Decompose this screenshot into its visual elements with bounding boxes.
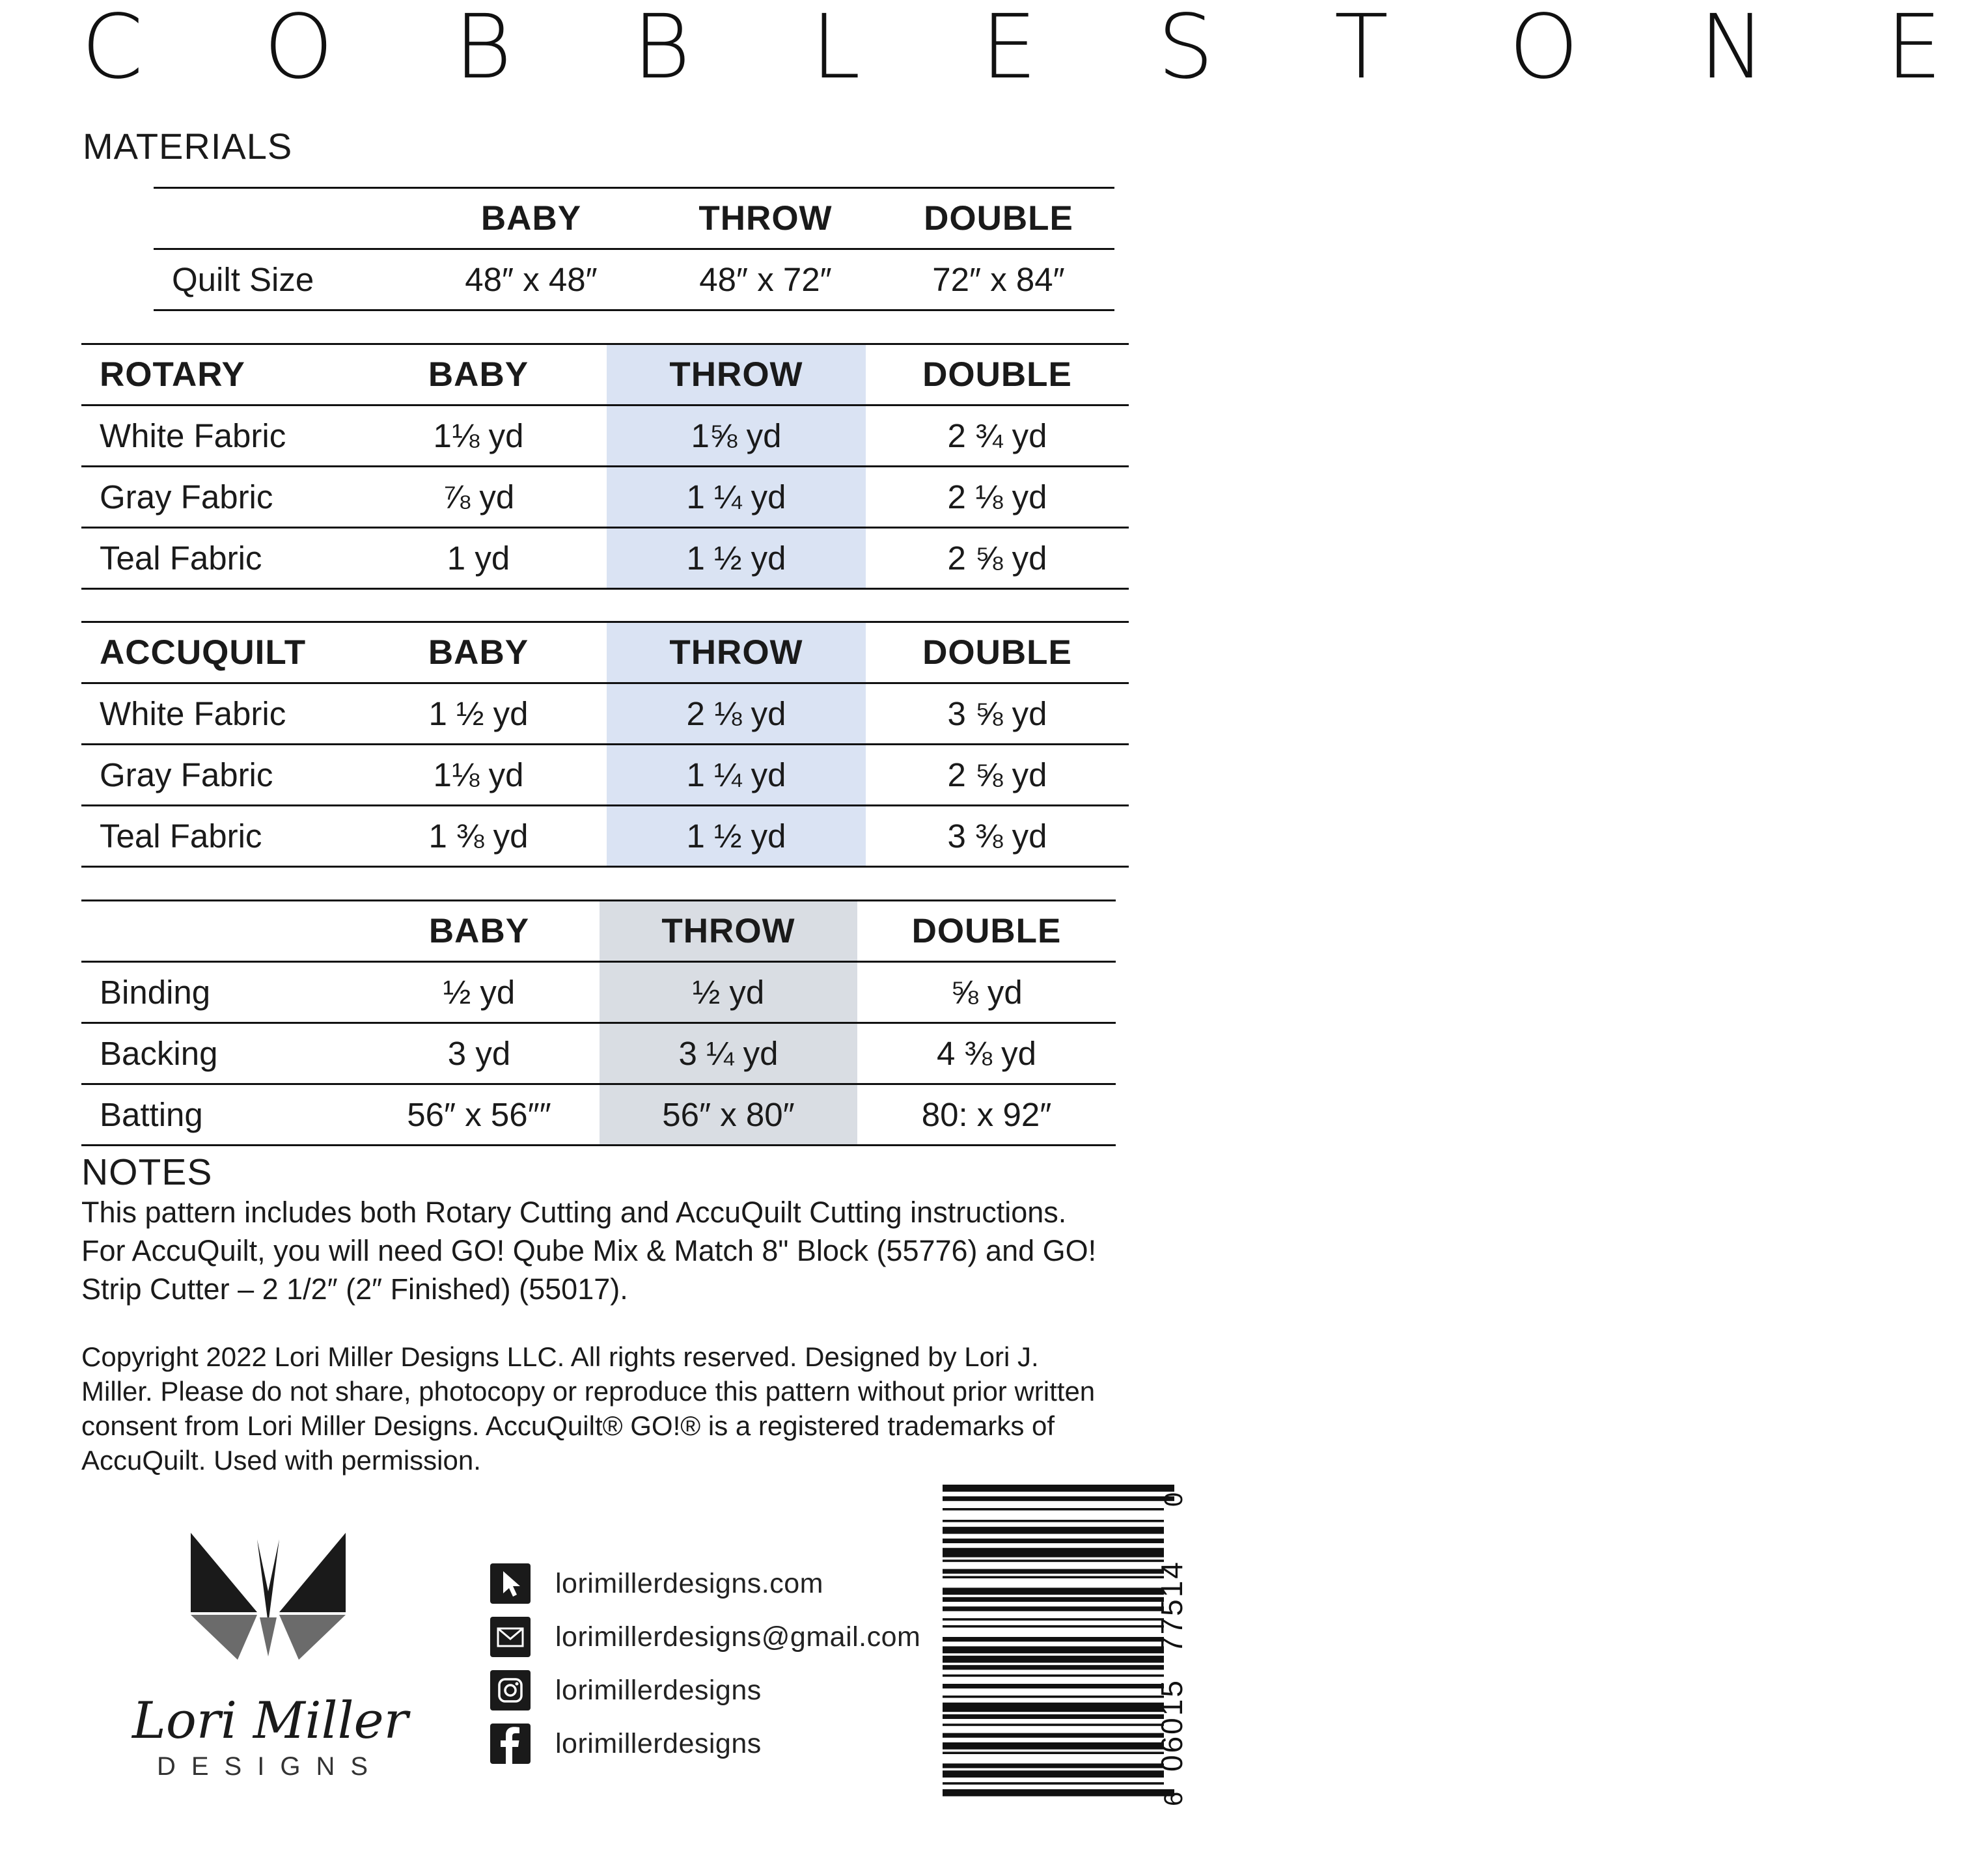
barcode-bar bbox=[943, 1508, 1164, 1511]
barcode-bar bbox=[943, 1527, 1164, 1534]
notes-line: For AccuQuilt, you will need GO! Qube Mix & Match 8" Block (55776) and GO! bbox=[81, 1234, 1097, 1267]
cell-baby: 3 yd bbox=[447, 1035, 511, 1072]
barcode-bar bbox=[943, 1576, 1164, 1578]
row-label: Teal Fabric bbox=[100, 540, 262, 577]
notes-line: This pattern includes both Rotary Cutting and AccuQuilt Cutting instructions. bbox=[81, 1196, 1067, 1229]
facebook-icon bbox=[490, 1724, 531, 1764]
header-throw: THROW bbox=[698, 199, 833, 238]
table-row bbox=[81, 1084, 1116, 1146]
barcode-bar bbox=[943, 1684, 1164, 1688]
header-baby: BABY bbox=[428, 633, 529, 672]
table-row bbox=[81, 467, 1129, 528]
page-title: C O B B L E S T O N E bbox=[81, 0, 1988, 99]
copyright-line: Miller. Please do not share, photocopy or reproduce this pattern without prior written bbox=[81, 1376, 1096, 1407]
row-label: Gray Fabric bbox=[100, 478, 273, 515]
barcode-bar bbox=[943, 1637, 1164, 1641]
cell-double: 4 ⅜ yd bbox=[936, 1035, 1037, 1072]
barcode-bar bbox=[943, 1782, 1164, 1785]
table-row bbox=[81, 683, 1129, 745]
cell-baby: 1 ½ yd bbox=[428, 695, 529, 732]
header-cell bbox=[81, 901, 359, 962]
cursor-icon bbox=[490, 1563, 531, 1604]
table-row bbox=[154, 249, 1114, 310]
cell-throw: ½ yd bbox=[600, 962, 857, 1023]
cell-throw: 1 ¼ yd bbox=[607, 745, 866, 806]
cell-double: 80: x 92″ bbox=[921, 1096, 1052, 1133]
header-throw: THROW bbox=[607, 344, 866, 405]
website-link[interactable]: lorimillerdesigns.com bbox=[555, 1567, 823, 1599]
copyright-line: consent from Lori Miller Designs. AccuQuilt® GO!® is a registered trademarks of bbox=[81, 1410, 1055, 1441]
logo-sub: DESIGNS bbox=[156, 1752, 384, 1781]
contact-email[interactable] bbox=[490, 1616, 920, 1658]
table-header-row bbox=[154, 188, 1114, 249]
barcode-bar bbox=[943, 1733, 1164, 1738]
copyright-line: Copyright 2022 Lori Miller Designs LLC. All rights reserved. Designed by Lori J. bbox=[81, 1341, 1039, 1372]
barcode-bar bbox=[943, 1569, 1164, 1574]
contact-instagram[interactable] bbox=[490, 1669, 762, 1711]
row-label: Quilt Size bbox=[172, 261, 314, 298]
barcode-bar bbox=[943, 1539, 1164, 1543]
barcode-bar bbox=[943, 1763, 1164, 1768]
barcode-bar bbox=[943, 1665, 1164, 1669]
header-accuquilt: ACCUQUILT bbox=[100, 633, 307, 672]
barcode-bar bbox=[943, 1696, 1164, 1698]
barcode-bar bbox=[943, 1646, 1164, 1653]
cell-throw: 2 ⅛ yd bbox=[607, 683, 866, 745]
cell-baby: 1⅛ yd bbox=[433, 417, 524, 454]
row-label: Teal Fabric bbox=[100, 817, 262, 855]
barcode-bar bbox=[943, 1770, 1164, 1778]
cell-double: 2 ¾ yd bbox=[947, 417, 1047, 454]
header-double: DOUBLE bbox=[922, 633, 1072, 672]
header-rotary: ROTARY bbox=[100, 355, 245, 394]
row-label: White Fabric bbox=[100, 695, 286, 732]
mail-icon bbox=[490, 1617, 531, 1657]
row-label: Gray Fabric bbox=[100, 756, 273, 793]
cell-double: 72″ x 84″ bbox=[932, 261, 1065, 298]
header-throw: THROW bbox=[607, 622, 866, 683]
table-row bbox=[81, 405, 1129, 467]
cell-throw: 3 ¼ yd bbox=[600, 1023, 857, 1084]
barcode bbox=[943, 1481, 1203, 1806]
table-header-row bbox=[81, 622, 1129, 683]
cell-throw: 48″ x 72″ bbox=[699, 261, 832, 298]
facebook-link[interactable]: lorimillerdesigns bbox=[555, 1727, 762, 1759]
cell-baby: 1 ⅜ yd bbox=[428, 817, 529, 855]
table-header-row bbox=[81, 344, 1129, 405]
copyright-line: AccuQuilt. Used with permission. bbox=[81, 1445, 481, 1476]
cell-double: 2 ⅝ yd bbox=[947, 756, 1047, 793]
cell-baby: 1 yd bbox=[447, 540, 510, 577]
contact-facebook[interactable] bbox=[490, 1723, 762, 1765]
header-baby: BABY bbox=[428, 355, 529, 394]
header-double: DOUBLE bbox=[922, 355, 1072, 394]
barcode-bar bbox=[943, 1625, 1164, 1628]
brand-logo bbox=[127, 1533, 413, 1780]
table-header-row bbox=[81, 901, 1116, 962]
cell-throw: 1 ½ yd bbox=[607, 528, 866, 589]
barcode-bar bbox=[943, 1714, 1164, 1719]
barcode-bar bbox=[943, 1606, 1164, 1611]
table-row bbox=[81, 528, 1129, 589]
table-row bbox=[81, 962, 1116, 1023]
barcode-group2: 77514 bbox=[1155, 1560, 1189, 1653]
cell-double: 3 ⅝ yd bbox=[947, 695, 1047, 732]
cell-throw: 1 ½ yd bbox=[607, 806, 866, 867]
materials-heading: MATERIALS bbox=[83, 126, 293, 167]
notes-body bbox=[81, 1193, 1253, 1308]
header-baby: BABY bbox=[428, 912, 530, 950]
header-baby: BABY bbox=[480, 199, 582, 238]
cell-baby: 56″ x 56″″ bbox=[407, 1096, 551, 1133]
barcode-bars bbox=[943, 1485, 1174, 1796]
barcode-bar bbox=[943, 1703, 1164, 1712]
row-label: Binding bbox=[100, 974, 211, 1011]
finishing-table bbox=[81, 900, 1116, 1146]
barcode-bar bbox=[943, 1675, 1164, 1677]
cell-double: ⅝ yd bbox=[950, 974, 1023, 1011]
cell-baby: 48″ x 48″ bbox=[465, 261, 598, 298]
barcode-bar bbox=[943, 1751, 1164, 1754]
instagram-link[interactable]: lorimillerdesigns bbox=[555, 1674, 762, 1706]
quilt-size-table bbox=[154, 187, 1114, 311]
contact-website[interactable] bbox=[490, 1563, 823, 1604]
notes-heading: NOTES bbox=[81, 1151, 213, 1193]
cell-double: 2 ⅝ yd bbox=[947, 540, 1047, 577]
barcode-bar bbox=[943, 1597, 1164, 1602]
row-label: Backing bbox=[100, 1035, 218, 1072]
butterfly-logo-icon bbox=[127, 1533, 413, 1780]
barcode-graphic bbox=[943, 1481, 1203, 1806]
cell-baby: 1⅛ yd bbox=[433, 756, 524, 793]
barcode-bar bbox=[943, 1724, 1164, 1726]
row-label: Batting bbox=[100, 1096, 203, 1133]
email-link[interactable]: lorimillerdesigns@gmail.com bbox=[555, 1621, 921, 1653]
cell-throw: 1 ¼ yd bbox=[607, 467, 866, 528]
instagram-icon bbox=[490, 1670, 531, 1710]
barcode-bar bbox=[943, 1656, 1164, 1663]
barcode-bar bbox=[943, 1789, 1174, 1796]
accuquilt-table bbox=[81, 621, 1129, 868]
cell-throw: 1⅝ yd bbox=[607, 405, 866, 467]
row-label: White Fabric bbox=[100, 417, 286, 454]
notes-line: Strip Cutter – 2 1/2″ (2″ Finished) (55017). bbox=[81, 1272, 628, 1306]
table-row bbox=[81, 1023, 1116, 1084]
barcode-bar bbox=[943, 1618, 1164, 1621]
header-cell bbox=[154, 188, 414, 249]
barcode-bar bbox=[943, 1548, 1164, 1557]
header-double: DOUBLE bbox=[924, 199, 1073, 238]
cell-double: 3 ⅜ yd bbox=[947, 817, 1047, 855]
barcode-bar bbox=[943, 1496, 1174, 1501]
barcode-bar bbox=[943, 1520, 1164, 1522]
barcode-bar bbox=[943, 1559, 1164, 1562]
table-row bbox=[81, 806, 1129, 867]
barcode-digit-end: 0 bbox=[1159, 1492, 1188, 1507]
barcode-bar bbox=[943, 1587, 1164, 1595]
header-throw: THROW bbox=[600, 901, 857, 962]
barcode-bar bbox=[943, 1742, 1164, 1750]
cell-double: 2 ⅛ yd bbox=[947, 478, 1047, 515]
barcode-group1: 06015 bbox=[1155, 1679, 1189, 1772]
rotary-table bbox=[81, 343, 1129, 590]
barcode-bar bbox=[943, 1485, 1174, 1492]
copyright-text bbox=[81, 1339, 1188, 1477]
header-double: DOUBLE bbox=[911, 912, 1062, 950]
cell-baby: ½ yd bbox=[443, 974, 516, 1011]
barcode-digit-start: 6 bbox=[1159, 1791, 1188, 1806]
table-row bbox=[81, 745, 1129, 806]
cell-baby: ⅞ yd bbox=[442, 478, 515, 515]
cell-throw: 56″ x 80″ bbox=[600, 1084, 857, 1146]
logo-script: Lori Miller bbox=[132, 1692, 408, 1750]
